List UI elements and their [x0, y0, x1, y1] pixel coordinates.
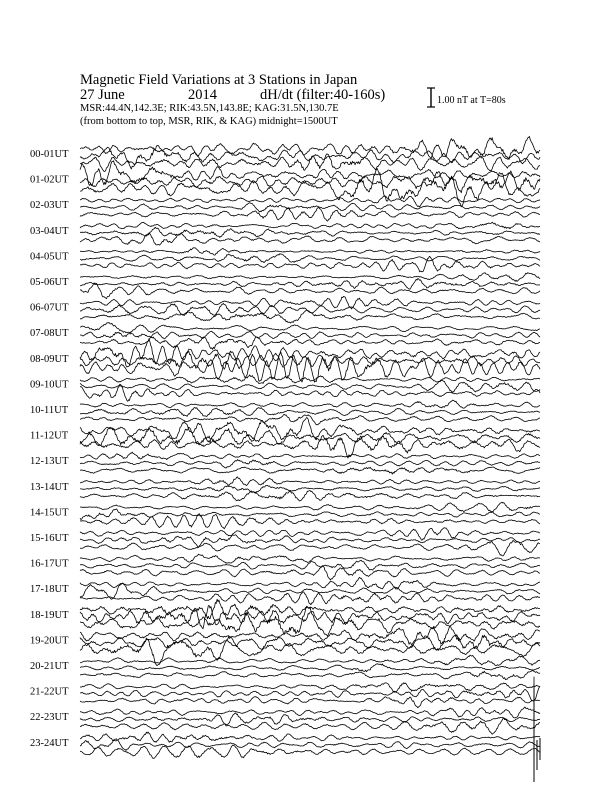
scale-bar	[427, 88, 435, 107]
trace-kag	[80, 400, 540, 408]
scale-bar-glyph	[427, 88, 435, 107]
trace-rik	[80, 460, 540, 469]
trace-msr	[80, 233, 540, 245]
trace-kag	[80, 452, 540, 460]
row-label: 16-17UT	[30, 558, 69, 570]
stations-line: MSR:44.4N,142.3E; RIK:43.5N,143.8E; KAG:31.5N,130.7E	[80, 103, 339, 114]
trace-kag	[80, 655, 540, 665]
trace-kag	[80, 196, 540, 208]
row-label: 18-19UT	[30, 609, 69, 621]
trace-rik	[80, 485, 540, 493]
trace-rik	[80, 535, 540, 547]
trace-kag	[80, 222, 540, 229]
row-label: 06-07UT	[30, 302, 69, 314]
trace-kag	[80, 418, 540, 443]
row-label: 02-03UT	[30, 200, 69, 212]
trace-rik	[80, 709, 540, 733]
row-label: 13-14UT	[30, 481, 69, 493]
hour-row	[30, 222, 540, 245]
trace-msr	[80, 541, 540, 556]
trace-kag	[80, 375, 540, 384]
hour-row	[30, 375, 540, 401]
trace-kag	[80, 323, 540, 333]
trace-rik	[80, 254, 540, 263]
hour-row	[30, 554, 540, 580]
row-label: 04-05UT	[30, 251, 69, 263]
row-label: 20-21UT	[30, 661, 69, 672]
hour-row	[30, 502, 540, 529]
scale-label: 1.00 nT at T=80s	[437, 95, 506, 106]
row-label: 12-13UT	[30, 456, 69, 468]
trace-rik	[80, 408, 540, 417]
trace-kag	[80, 477, 540, 486]
trace-rik	[80, 203, 540, 212]
hour-row	[30, 477, 540, 501]
row-label: 07-08UT	[30, 328, 69, 340]
trace-msr	[80, 606, 540, 636]
row-label: 14-15UT	[30, 507, 69, 519]
trace-kag	[80, 577, 540, 589]
hour-row	[30, 528, 540, 556]
row-label: 19-20UT	[30, 635, 69, 647]
hour-row	[30, 400, 540, 425]
trace-rik	[80, 303, 540, 315]
row-label: 09-10UT	[30, 379, 69, 391]
trace-kag	[80, 728, 540, 752]
trace-rik	[80, 331, 540, 339]
trace-msr	[80, 514, 540, 529]
trace-kag	[80, 528, 540, 540]
row-label: 03-04UT	[30, 225, 69, 237]
row-label: 00-01UT	[30, 149, 69, 160]
hour-row	[30, 196, 540, 222]
trace-rik	[80, 509, 540, 520]
hour-row	[30, 599, 540, 636]
trace-msr	[80, 566, 540, 580]
trace-rik	[80, 664, 540, 672]
row-label: 15-16UT	[30, 533, 69, 544]
hour-row	[30, 418, 540, 459]
row-label: 05-06UT	[30, 277, 69, 288]
trace-rik	[80, 278, 540, 289]
row-label: 10-11UT	[30, 405, 69, 416]
quantity-label: dH/dt (filter:40-160s)	[260, 87, 386, 103]
trace-msr	[80, 310, 540, 323]
row-label: 17-18UT	[30, 584, 69, 596]
row-label: 01-02UT	[30, 174, 69, 186]
end-spike-tail	[534, 735, 540, 782]
hour-row	[30, 339, 540, 382]
trace-rik	[80, 684, 540, 708]
hour-row	[30, 136, 540, 171]
trace-msr	[80, 414, 540, 424]
trace-msr	[80, 208, 540, 222]
trace-msr	[80, 283, 540, 299]
hour-row	[30, 452, 540, 474]
row-label: 23-24UT	[30, 737, 69, 749]
trace-rows	[30, 136, 540, 782]
trace-msr	[80, 592, 540, 605]
trace-kag	[80, 502, 540, 511]
trace-kag	[80, 677, 540, 701]
chart-title: Magnetic Field Variations at 3 Stations in Japan	[80, 72, 358, 88]
hour-row	[30, 323, 540, 350]
hour-row	[30, 577, 540, 604]
year: 2014	[188, 87, 217, 103]
trace-kag	[80, 554, 540, 563]
row-label: 11-12UT	[30, 430, 69, 442]
row-label: 08-09UT	[30, 353, 69, 365]
hour-row	[30, 273, 540, 299]
trace-msr	[80, 467, 540, 474]
trace-msr	[80, 742, 540, 766]
trace-rik	[80, 735, 540, 759]
trace-rik	[80, 560, 540, 570]
hour-row	[30, 248, 540, 272]
row-label: 22-23UT	[30, 712, 69, 724]
date-day: 27 June	[80, 87, 125, 103]
trace-msr	[80, 491, 540, 502]
trace-msr	[80, 154, 540, 172]
hour-row	[30, 677, 540, 715]
order-note: (from bottom to top, MSR, RIK, & KAG) midnight=1500UT	[80, 116, 338, 127]
trace-kag	[80, 248, 540, 256]
hour-row	[30, 296, 540, 323]
hour-row	[30, 728, 540, 766]
trace-rik	[80, 227, 540, 237]
trace-msr	[80, 671, 540, 680]
trace-kag	[80, 702, 540, 726]
hour-row	[30, 655, 540, 680]
trace-kag	[80, 273, 540, 282]
row-label: 21-22UT	[30, 686, 69, 698]
trace-rik	[80, 381, 540, 393]
